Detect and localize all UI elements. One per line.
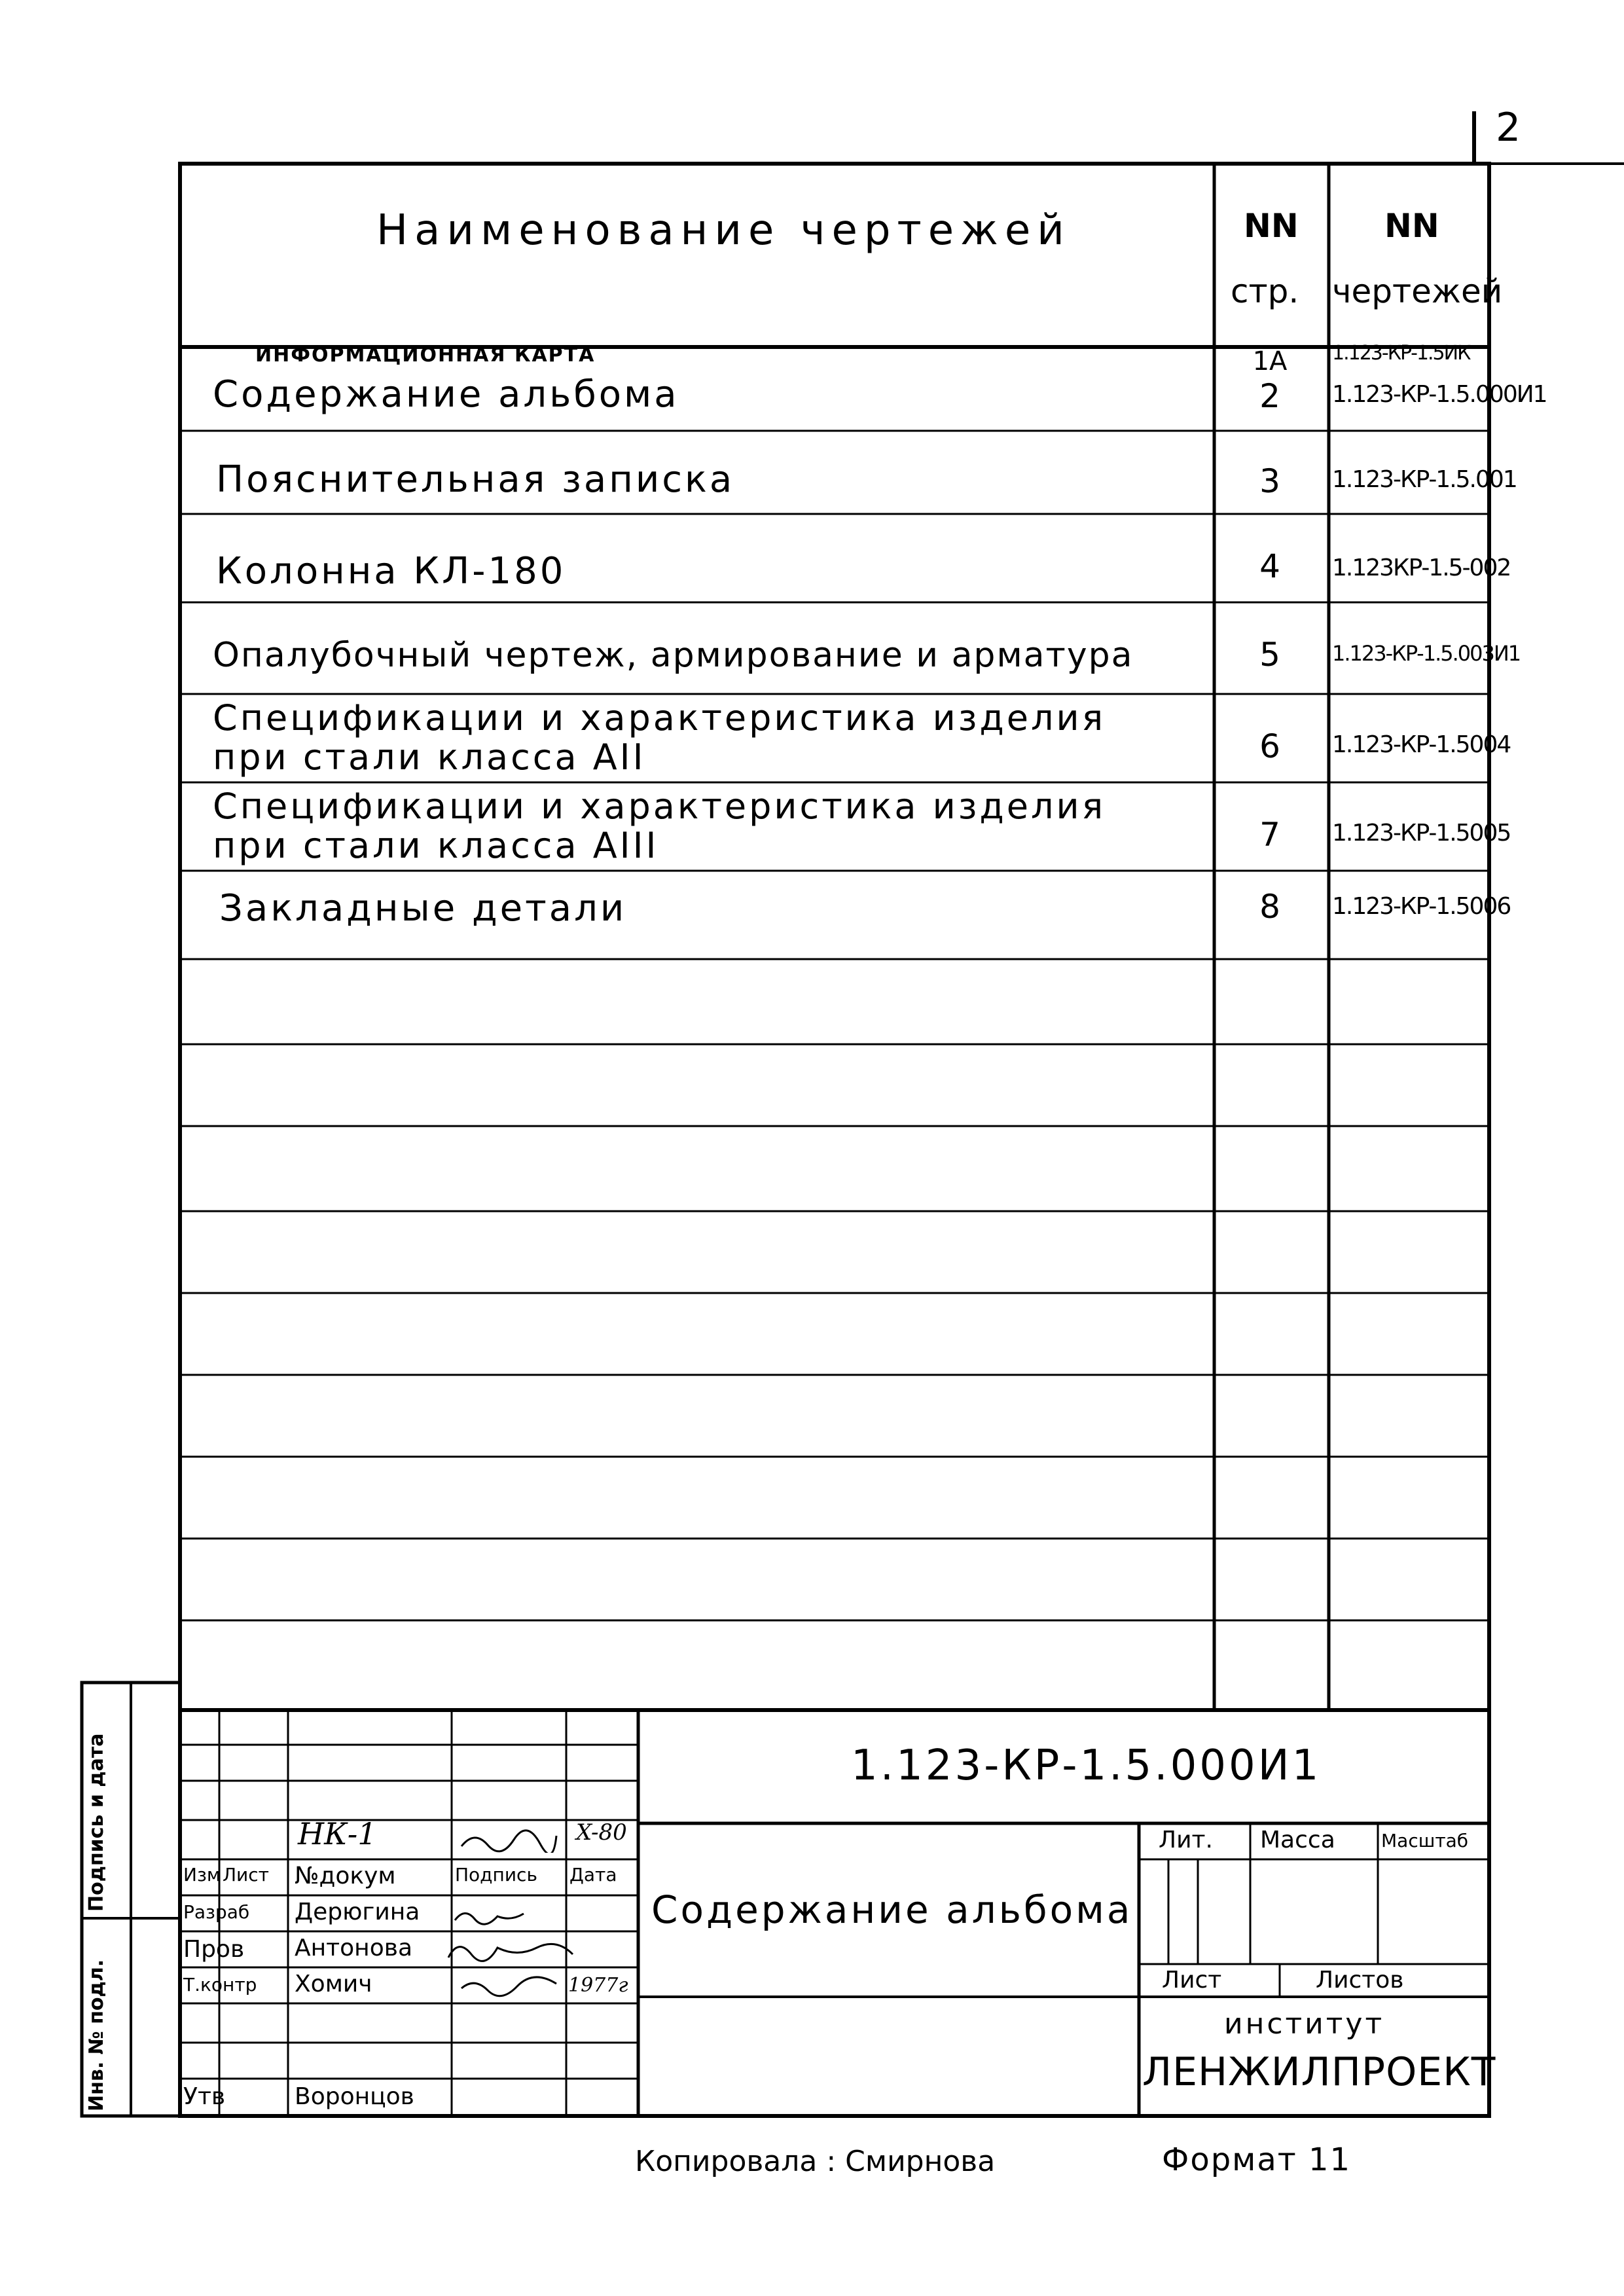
contents-title: Наименование чертежей xyxy=(376,206,1071,255)
col-doc-no: №докум xyxy=(295,1863,396,1889)
col-date: Дата xyxy=(569,1864,617,1886)
entry-code: 1.123-КР-1.5005 xyxy=(1332,820,1511,847)
entry-code: 1.123-КР-1.5.003И1 xyxy=(1332,641,1521,666)
entry-title: Колонна КЛ-180 xyxy=(216,550,566,592)
entry-page: 6 xyxy=(1259,727,1280,765)
entry-title-line1: Спецификации и характеристика изделия xyxy=(213,786,1106,827)
side-label-inventory: Инв. № подл. xyxy=(85,1959,108,2111)
role-name: Хомич xyxy=(295,1971,372,1997)
entry-page: 3 xyxy=(1259,462,1280,500)
entry-page: 2 xyxy=(1259,377,1280,415)
role-label: Разраб xyxy=(183,1901,250,1923)
org-name: ЛЕНЖИЛПРОЕКТ xyxy=(1142,2049,1496,2095)
mass-label: Масса xyxy=(1260,1827,1335,1853)
role-name: Антонова xyxy=(295,1935,412,1961)
sheet-label: Лист xyxy=(1162,1967,1222,1994)
page-col-header: стр. xyxy=(1231,272,1299,310)
side-label-signature-date: Подпись и дата xyxy=(85,1733,108,1912)
entry-title: Закладные детали xyxy=(219,887,627,930)
entry-code: 1.123-КР-1.5.001 xyxy=(1332,466,1517,493)
change-note: НК-1 xyxy=(298,1816,377,1851)
role-name: Воронцов xyxy=(295,2083,414,2110)
entry-code: 1.123КР-1.5-002 xyxy=(1332,555,1511,581)
sheet-number: 2 xyxy=(1496,105,1521,151)
signature-image xyxy=(458,1972,563,1998)
col-signature: Подпись xyxy=(455,1864,537,1886)
drawing-col-header-top: NN xyxy=(1384,207,1439,245)
document-code: 1.123-КР-1.5.000И1 xyxy=(851,1741,1322,1790)
entry-code: 1.123-КР-1.5006 xyxy=(1332,893,1511,920)
entry-page: 4 xyxy=(1259,547,1280,585)
entry-title-line1: Спецификации и характеристика изделия xyxy=(213,697,1106,738)
entry-code: 1.123-КР-1.5004 xyxy=(1332,731,1511,758)
signature-image xyxy=(445,1935,576,1964)
entry-page: 8 xyxy=(1259,888,1280,926)
role-label: Утв xyxy=(183,2083,226,2110)
role-label: Т.контр xyxy=(183,1974,257,1995)
entry-title-line2: при стали класса АIII xyxy=(213,825,659,866)
format-label: Формат 11 xyxy=(1162,2141,1352,2178)
entry-title-line2: при стали класса АII xyxy=(213,737,646,778)
info-card-page: 1А xyxy=(1252,346,1288,376)
entry-title: Опалубочный чертеж, армирование и арматура xyxy=(213,636,1134,675)
signature-image xyxy=(452,1902,563,1928)
drawing-col-header: чертежей xyxy=(1332,272,1503,310)
lit-label: Лит. xyxy=(1159,1827,1213,1853)
change-date: X-80 xyxy=(576,1819,627,1846)
document-title: Содержание альбома xyxy=(651,1887,1133,1932)
info-card-note: ИНФОРМАЦИОННАЯ КАРТА xyxy=(255,344,596,367)
entry-page: 5 xyxy=(1259,636,1280,674)
col-list: Лист xyxy=(223,1864,269,1886)
role-name: Дерюгина xyxy=(295,1899,420,1925)
org-line1: институт xyxy=(1224,2007,1385,2041)
col-izm: Изм xyxy=(183,1864,221,1886)
entry-title: Содержание альбома xyxy=(213,373,679,416)
entry-code: 1.123-КР-1.5.000И1 xyxy=(1332,381,1547,408)
sheets-label: Листов xyxy=(1316,1967,1404,1994)
copied-by: Копировала : Смирнова xyxy=(635,2145,996,2178)
scale-label: Масштаб xyxy=(1381,1830,1469,1851)
entry-title: Пояснительная записка xyxy=(216,458,735,501)
info-card-code: 1.123-КР-1.5ИК xyxy=(1332,342,1470,365)
entry-page: 7 xyxy=(1259,816,1280,854)
signature-image xyxy=(458,1827,560,1853)
page-col-header-top: NN xyxy=(1244,207,1299,245)
role-label: Пров xyxy=(183,1936,245,1963)
role-date: 1977г xyxy=(568,1974,628,1997)
